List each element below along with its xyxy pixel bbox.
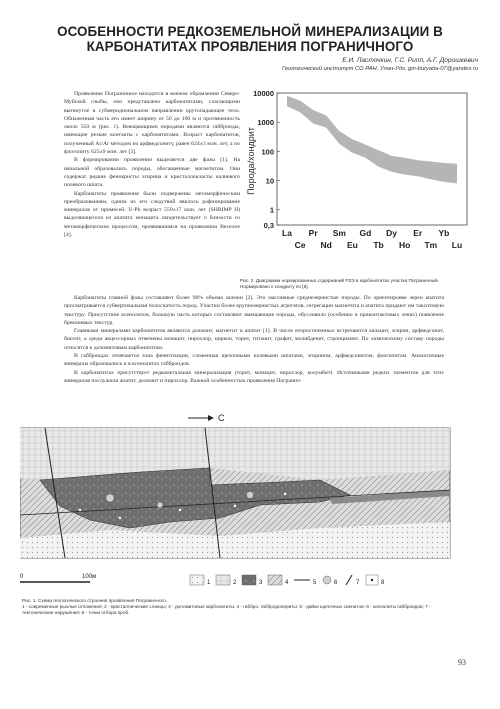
x-tick-label: Eu (346, 240, 358, 250)
paragraph-intro: Проявление Пограничное находится в южном обрамлении Северо-Муйской глыбы, оно представлено карбонатитами, слагающими вытянутое в субмеридиональном направлении крутопадающее тело. Обнаженная часть его имеет ширину от 50 до 100 м и протяженность около 550 м (рис. 1). Вмещающими породами являются габброиды, имеющие резкие контакты с карбонатитами. Возраст карбонатитов, полученный Ar/Ar методом по арфведсониту, равен 624±3 млн. лет, а по флогопиту 625±9 млн. лет [3]. (64, 91, 240, 156)
legend-num-3: 3 (259, 580, 263, 586)
y-tick-label: 10000 (253, 89, 274, 98)
paragraph-mineralization: В карбонатитах присутствует редкометальная минерализация (торит, монацит, пирохлор, колумбит). Источниками редких элементов для этих минералов послужили апатит, доломит и пирохлор. Важной особенностью проявления Погранич- (64, 369, 444, 384)
paragraph-metamorphism: Карбонатиты проявления были подвержены метаморфическим преобразованиям, одним из его следствий явилось рафинирование минералов от примесей. U-Pb возраст 559±17 млн. лет (SHRIMP II) выделяющегося из апатита монацита свидетельствует о близости со метаморфическим процессом, проявившимся на проявлении Веселое [4]. (64, 190, 240, 239)
figure1-caption (22, 598, 462, 616)
paragraph-phases: В формировании проявления выделяется две фазы [1]. На начальной образовались породы, обогащенные магнетитом. Они содержат редкие фенокристы эгирина и кристаллокласты калиевого полевого шпата. (64, 157, 240, 189)
y-tick-label: 100 (261, 147, 274, 157)
ree-band (287, 96, 457, 184)
x-tick-label: Tb (373, 240, 384, 250)
paper-title (20, 24, 480, 54)
y-tick-label: 10 (265, 176, 274, 186)
xenolith-2 (157, 502, 163, 508)
chart-caption: Рис. 2. Диаграмма нормированных содержаний РЗЭ в карбонатитах участка Пограничный. Нормировано к хондриту по [8]. (240, 278, 439, 289)
paragraph-minerals: Главными минералами карбонатитов являются доломит, магнетит и апатит [1]. В числе второстепенных встречаются кальцит, эгирин, арфведсонит, биотит, а среди акцессорных отмечены монацит, пирохлор, циркон, торит, титанит, графит, молибденит, стронцианит. По химическому составу породы относятся к доломитовым карбонатитам. (64, 328, 444, 351)
y-ticks (253, 89, 280, 230)
legend-num-2: 2 (233, 580, 237, 586)
legend-num-4: 4 (285, 580, 289, 586)
x-tick-label: Pr (308, 228, 318, 238)
x-tick-label: Tm (424, 240, 438, 250)
authors: Е.И. Ласточкин, Г.С. Рипп, А.Г. Дорошкевич (342, 57, 478, 64)
title-line-2: КАРБОНАТИТАХ ПРОЯВЛЕНИЯ ПОГРАНИЧНОГО (86, 39, 414, 54)
main-text (64, 294, 444, 385)
x-tick-label: Er (413, 228, 423, 238)
north-arrow-head (208, 415, 214, 421)
legend-swatch-4 (268, 575, 282, 585)
page-number: 93 (458, 658, 466, 667)
legend-swatch-6 (323, 576, 331, 584)
x-tick-label: Lu (451, 240, 463, 250)
legend-num-1: 1 (207, 580, 211, 586)
x-tick-label: Yb (438, 228, 450, 238)
map-legend (190, 575, 385, 586)
left-column (64, 90, 240, 239)
sample-point (119, 517, 121, 519)
legend-swatch-3 (242, 575, 256, 585)
x-ticks (282, 228, 462, 250)
y-tick-label: 0,3 (263, 221, 274, 230)
affiliation: Геологический институт СО РАН, Улан-Удэ, gin-buryatia-07@yandex.ru (281, 66, 478, 72)
ree-diagram (240, 86, 478, 276)
sample-point (234, 505, 236, 507)
x-tick-label: Dy (386, 228, 398, 238)
geological-map (20, 410, 480, 610)
legend-swatch-2 (216, 575, 230, 585)
x-tick-label: La (282, 228, 292, 238)
y-tick-label: 1 (269, 205, 274, 215)
x-tick-label: Ho (399, 240, 411, 250)
x-tick-label: Nd (320, 240, 332, 250)
legend-num-6: 6 (334, 580, 338, 586)
legend-sample-dot (371, 579, 373, 581)
x-tick-label: Ce (294, 240, 306, 250)
figure1-caption-title: Рис. 1. Схема геологического строения проявления Пограничного. (22, 598, 168, 603)
sample-point (79, 509, 81, 511)
xenolith-3 (247, 492, 254, 499)
legend-num-5: 5 (313, 580, 317, 586)
paragraph-main-phase: Карбонатиты главной фазы составляют более 90% объема залежи [2]. Это массивные среднезернистые породы. По ориентировке зерен апатита просматривается субвертикальная полосчатость пород. Участки более крупнозернистых агрегатов, сегрегации магнетита и апатита придают им такситовую текстуру. Присутствие ксенолитов, большую часть которых составляют вмещающие породы, обусловило (особенно в приконтактовых зонах) появление брекчиевых текстур. (64, 295, 444, 326)
legend-swatch-1 (190, 575, 204, 585)
sample-point (284, 493, 286, 495)
x-tick-label: Gd (359, 228, 372, 238)
legend-num-7: 7 (356, 580, 360, 586)
y-axis-label: Порода/хондрит (246, 127, 256, 195)
xenolith-1 (106, 494, 114, 502)
paragraph-fenitization: В габброидах отмечается зона фенитизации, сложенная щелочными полевыми шпатами, эгирином, арфведсонитом, флогопитом. Аналогичные минералы образовались и в ксенолитах габброидов. (64, 353, 444, 368)
legend-num-8: 8 (381, 580, 385, 586)
y-tick-label: 1000 (257, 118, 274, 128)
scale-end: 100м (82, 574, 97, 580)
legend-swatch-7 (346, 575, 352, 585)
title-line-1: ОСОБЕННОСТИ РЕДКОЗЕМЕЛЬНОЙ МИНЕРАЛИЗАЦИИ В (57, 24, 443, 39)
scale-zero: 0 (20, 574, 24, 580)
figure1-caption-body: 1 - современные рыхлые отложения; 2 - кристаллические сланцы; 3 - доломитовые карбонатиты; 4 - габбро, габбродолериты; 5 - дайки щелочных сиенитов; 6 - ксенолиты габброидов; 7 - тектонические нарушения; 8 - точки отбора проб. (22, 604, 431, 615)
x-tick-label: Sm (332, 228, 346, 238)
sample-point (179, 509, 181, 511)
north-arrow-label: С (218, 413, 225, 423)
